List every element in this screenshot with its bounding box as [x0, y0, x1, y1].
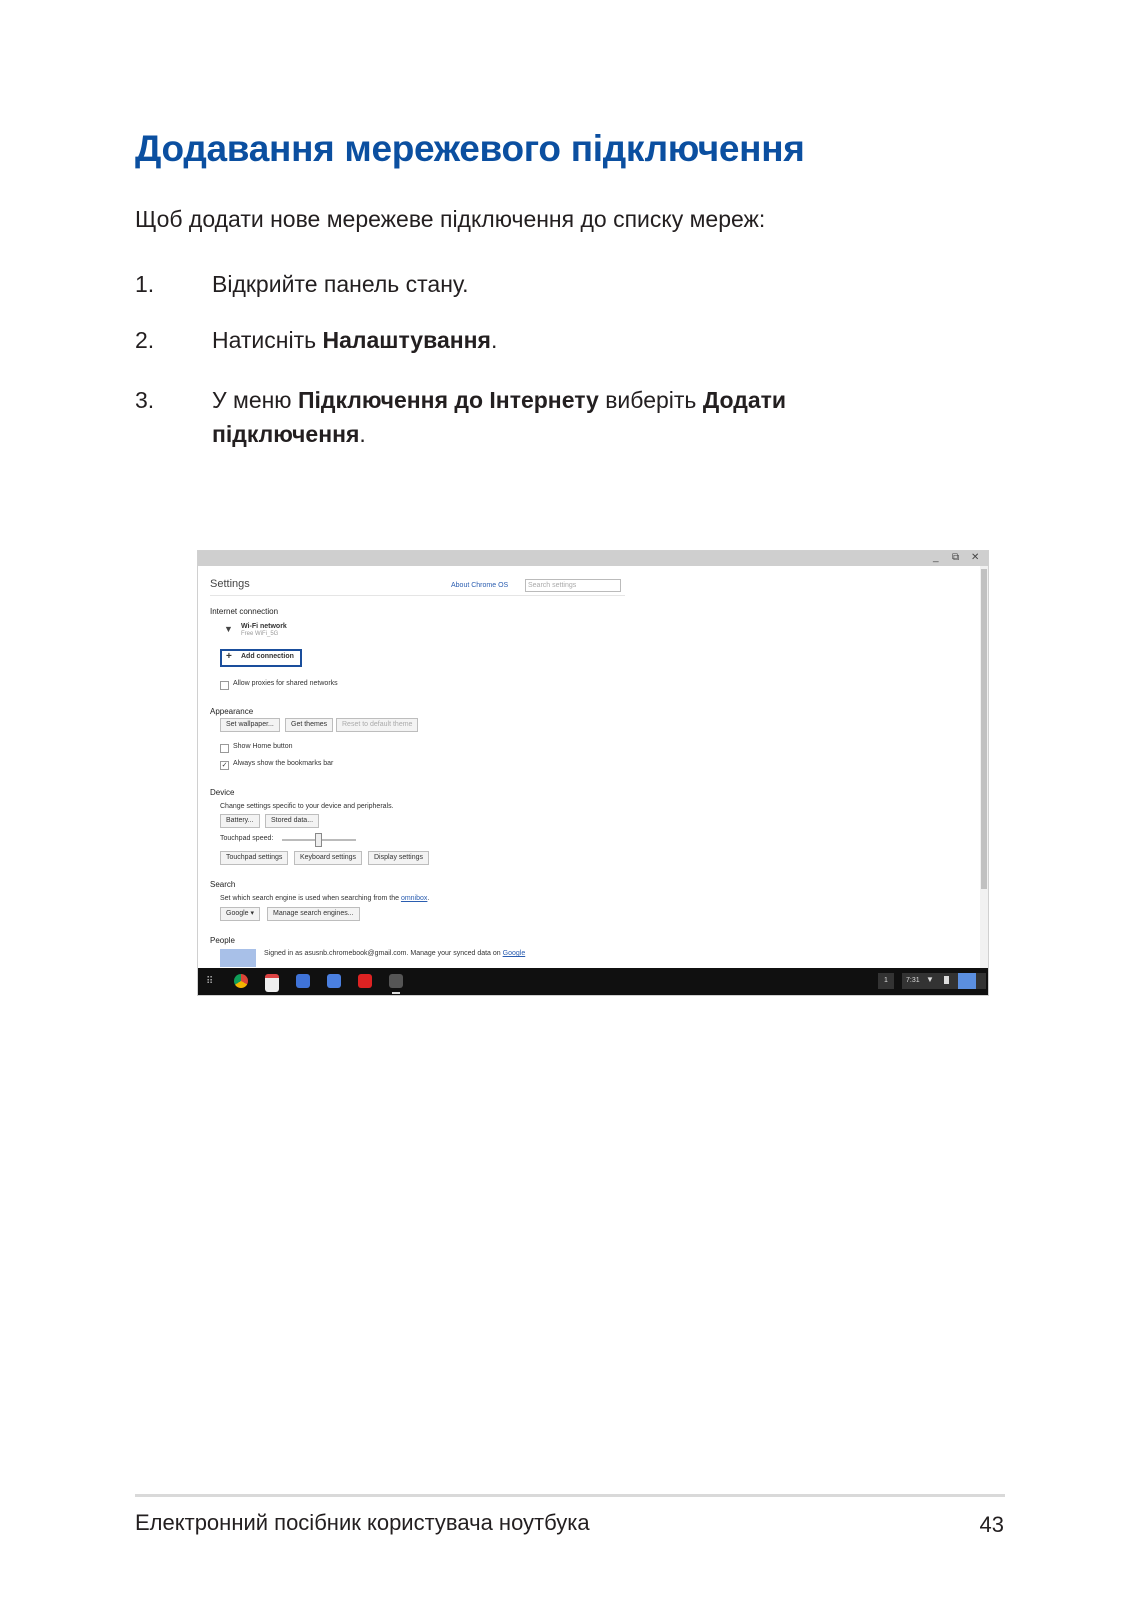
settings-title: Settings: [210, 578, 250, 590]
gmail-icon[interactable]: [265, 974, 279, 992]
footer-title: Електронний посібник користувача ноутбука: [135, 1510, 590, 1535]
omnibox-link[interactable]: omnibox: [400, 895, 428, 902]
display-settings-button[interactable]: Display settings: [368, 851, 429, 865]
app-launcher-icon[interactable]: ⠿: [206, 976, 214, 987]
internet-heading: Internet connection: [210, 607, 279, 616]
add-connection-button[interactable]: Add connection: [241, 653, 294, 660]
chrome-icon[interactable]: [234, 974, 248, 988]
step-number: 1.: [135, 271, 155, 297]
manage-search-engines-button[interactable]: Manage search engines...: [267, 907, 360, 921]
shelf: [198, 968, 988, 995]
page-title: Додавання мережевого підключення: [135, 128, 805, 169]
touchpad-speed-label: Touchpad speed:: [220, 835, 274, 842]
reset-theme-button[interactable]: Reset to default theme: [336, 718, 418, 732]
window-titlebar: [198, 551, 988, 566]
docs-icon[interactable]: [327, 974, 341, 988]
slider-handle[interactable]: [315, 833, 322, 847]
plus-icon: +: [226, 651, 232, 662]
search-settings-input[interactable]: Search settings: [525, 579, 621, 592]
avatar: [220, 949, 256, 967]
step-text: Відкрийте панель стану.: [212, 271, 469, 297]
user-avatar-icon[interactable]: [958, 973, 976, 989]
search-heading: Search: [210, 880, 236, 889]
youtube-icon[interactable]: [358, 974, 372, 988]
wifi-ssid: Free WiFi_5G: [241, 631, 279, 637]
divider: [210, 595, 625, 596]
search-engine-select[interactable]: Google ▾: [220, 907, 260, 921]
signed-in-text: Signed in as asusnb.chromebook@gmail.com. Manage your synced data on Google: [264, 950, 526, 957]
show-home-checkbox[interactable]: [220, 744, 229, 753]
allow-proxies-label: Allow proxies for shared networks: [233, 680, 338, 687]
restore-icon[interactable]: ⧉: [952, 552, 960, 563]
page-number: 43: [979, 1512, 1004, 1537]
wifi-network-name[interactable]: Wi-Fi network: [241, 623, 287, 630]
footer-divider: [135, 1494, 1005, 1497]
people-heading: People: [210, 936, 235, 945]
device-heading: Device: [210, 788, 235, 797]
bookmarks-bar-checkbox[interactable]: ✓: [221, 762, 228, 769]
scrollbar-thumb[interactable]: [981, 569, 987, 889]
clock: 7:31: [906, 977, 920, 984]
device-description: Change settings specific to your device and peripherals.: [220, 803, 394, 810]
settings-gear-icon[interactable]: [389, 974, 403, 988]
close-icon[interactable]: ✕: [971, 552, 980, 563]
battery-button[interactable]: Battery...: [220, 814, 260, 828]
minimize-icon[interactable]: _: [933, 552, 939, 563]
wifi-icon: ▼: [224, 624, 233, 634]
bookmarks-bar-label: Always show the bookmarks bar: [233, 760, 334, 767]
keyboard-settings-button[interactable]: Keyboard settings: [294, 851, 362, 865]
wifi-status-icon: ▼: [926, 975, 934, 984]
step-text: Натисніть Налаштування.: [212, 327, 498, 353]
appearance-heading: Appearance: [210, 707, 254, 716]
show-home-label: Show Home button: [233, 743, 293, 750]
intro-text: Щоб додати нове мережеве підключення до списку мереж:: [135, 206, 766, 232]
battery-icon: [944, 976, 949, 984]
step-text: У меню Підключення до Інтернету виберіть Додати підключення.: [212, 387, 787, 447]
set-wallpaper-button[interactable]: Set wallpaper...: [220, 718, 280, 732]
get-themes-button[interactable]: Get themes: [285, 718, 333, 732]
about-chrome-link[interactable]: About Chrome OS: [451, 582, 509, 589]
notification-count[interactable]: 1: [878, 973, 894, 989]
allow-proxies-checkbox[interactable]: [220, 681, 229, 690]
settings-screenshot: [197, 550, 989, 996]
touchpad-settings-button[interactable]: Touchpad settings: [220, 851, 288, 865]
step-number: 2.: [135, 327, 155, 353]
stored-data-button[interactable]: Stored data...: [265, 814, 319, 828]
active-app-indicator: [392, 992, 400, 994]
google-search-icon[interactable]: [296, 974, 310, 988]
search-description: Set which search engine is used when searching from the omnibox.: [220, 895, 430, 902]
step-number: 3.: [135, 387, 155, 413]
google-link[interactable]: Google: [502, 950, 526, 957]
